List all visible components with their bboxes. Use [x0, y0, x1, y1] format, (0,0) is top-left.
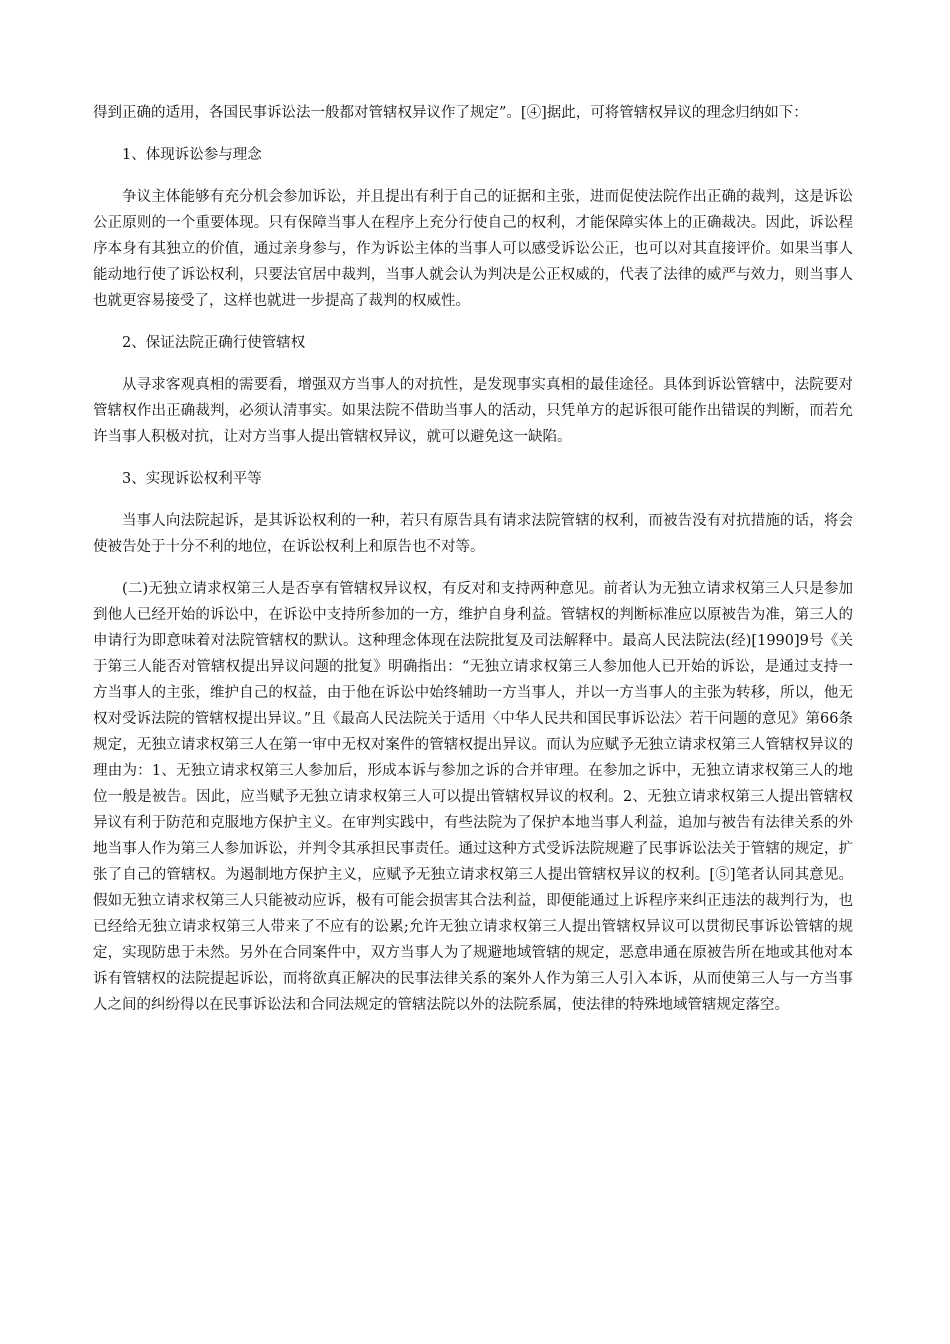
paragraph-third-party: (二)无独立请求权第三人是否享有管辖权异议权，有反对和支持两种意见。前者认为无独立请求权第三人只是参加到他人已经开始的诉讼中，在诉讼中支持所参加的一方，维护自身利益。管辖权的判断标准应以原被告为准，第三人的申请行为即意味着对法院管辖权的默认。这种理念体现在法院批复及司法解释中。最高人民法院法(经)[1990]9号《关于第三人能否对管辖权提出异议问题的批复》明确指出：“无独立请求权第三人参加他人已开始的诉讼，是通过支持一方当事人的主张，维护自己的权益，由于他在诉讼中始终辅助一方当事人，并以一方当事人的主张为转移，所以，他无权对受诉法院的管辖权提出异议。”且《最高人民法院关于适用〈中华人民共和国民事诉讼法〉若干问题的意见》第66条规定，无独立请求权第三人在第一审中无权对案件的管辖权提出异议。而认为应赋予无独立请求权第三人管辖权异议的理由为：1、无独立请求权第三人参加后，形成本诉与参加之诉的合并审理。在参加之诉中，无独立请求权第三人的地位一般是被告。因此，应当赋予无独立请求权第三人可以提出管辖权异议的权利。2、无独立请求权第三人提出管辖权异议有利于防范和克服地方保护主义。在审判实践中，有些法院为了保护本地当事人利益，追加与被告有法律关系的外地当事人作为第三人参加诉讼，并判令其承担民事责任。通过这种方式受诉法院规避了民事诉讼法关于管辖的规定，扩张了自己的管辖权。为遏制地方保护主义，应赋予无独立请求权第三人提出管辖权异议的权利。[⑤]笔者认同其意见。假如无独立请求权第三人只能被动应诉，极有可能会损害其合法利益，即便能通过上诉程序来纠正违法的裁判行为，也已经给无独立请求权第三人带来了不应有的讼累;允许无独立请求权第三人提出管辖权异议可以贯彻民事诉讼管辖的规定，实现防患于未然。另外在合同案件中，双方当事人为了规避地域管辖的规定，恶意串通在原被告所在地或其他对本诉有管辖权的法院提起诉讼，而将欲真正解决的民事法律关系的案外人作为第三人引入本诉，从而使第三人与一方当事人之间的纠纷得以在民事诉讼法和合同法规定的管辖法院以外的法院系属，使法律的特殊地域管辖规定落空。: [93, 581, 853, 1013]
heading-equality: 3、实现诉讼权利平等: [122, 471, 262, 487]
paragraph-participation: 争议主体能够有充分机会参加诉讼，并且提出有利于自己的证据和主张，进而促使法院作出正确的裁判，这是诉讼公正原则的一个重要体现。只有保障当事人在程序上充分行使自己的权利，才能保障实体上的正确裁决。因此，诉讼程序本身有其独立的价值，通过亲身参与，作为诉讼主体的当事人可以感受诉讼公正，也可以对其直接评价。如果当事人能动地行使了诉讼权利，只要法官居中裁判，当事人就会认为判决是公正权威的，代表了法律的威严与效力，则当事人也就更容易接受了，这样也就进一步提高了裁判的权威性。: [93, 189, 853, 309]
heading-participation: 1、体现诉讼参与理念: [122, 147, 262, 163]
paragraph-continuation: 得到正确的适用，各国民事诉讼法一般都对管辖权异议作了规定”。[④]据此，可将管辖权异议的理念归纳如下：: [93, 105, 808, 121]
document-page: [93, 100, 853, 1018]
paragraph-jurisdiction: 从寻求客观真相的需要看，增强双方当事人的对抗性，是发现事实真相的最佳途径。具体到诉讼管辖中，法院要对管辖权作出正确裁判，必须认清事实。如果法院不借助当事人的活动，只凭单方的起诉很可能作出错误的判断，而若允许当事人积极对抗，让对方当事人提出管辖权异议，就可以避免这一缺陷。: [93, 377, 853, 445]
heading-jurisdiction: 2、保证法院正确行使管辖权: [122, 335, 306, 351]
paragraph-equality: 当事人向法院起诉，是其诉讼权利的一种，若只有原告具有请求法院管辖的权利，而被告没有对抗措施的话，将会使被告处于十分不利的地位，在诉讼权利上和原告也不对等。: [93, 513, 853, 555]
